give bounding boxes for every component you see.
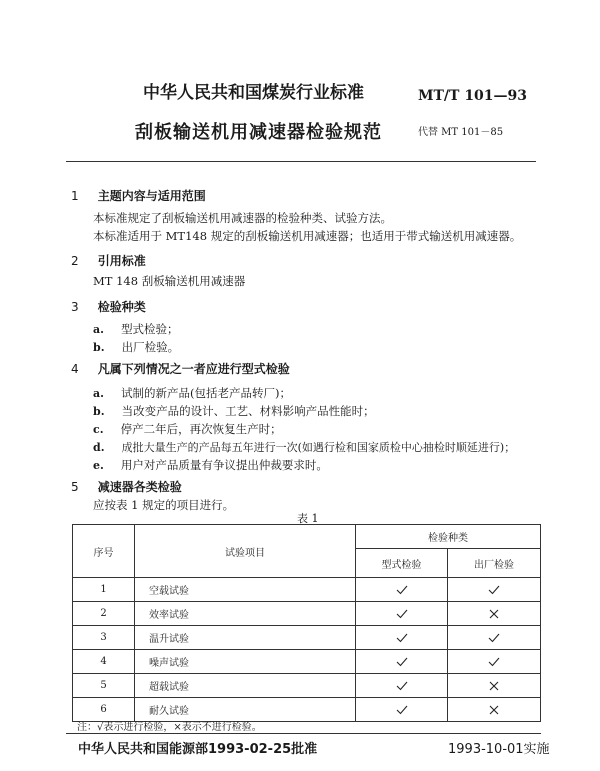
section-4-heading [71,358,290,377]
row-number: 6 [73,698,135,722]
test-item: 耐久试验 [135,698,356,722]
check-mark-icon [356,633,447,643]
section-4-item-d [93,436,515,455]
item-text: 成批大量生产的产品每五年进行一次(如遇行检和国家质检中心抽检时顺延进行)； [121,441,516,454]
section-number: 5 [71,480,79,494]
type-test-cell [356,674,448,698]
item-marker: a. [93,387,104,400]
standard-code: MT/T 101—93 [418,88,528,104]
section-4-item-e [93,454,328,473]
section-title: 引用标准 [97,254,146,268]
item-marker: d. [93,441,105,454]
type-test-cell [356,650,448,674]
section-1-line-1: 本标准规定了刮板输送机用减速器的检验种类、试验方法。 [93,211,392,225]
section-4-item-a [93,382,291,401]
section-2-heading [71,250,146,269]
section-1-heading [71,185,206,204]
table-row [73,650,541,674]
item-text: 试制的新产品(包括老产品转厂)； [121,386,292,400]
section-3-item-a [93,318,179,337]
section-number: 2 [71,254,79,268]
table-row [73,602,541,626]
cross-mark-icon [448,609,540,619]
header-divider [66,161,536,162]
issued-date: 中华人民共和国能源部1993-02-25批准 [78,742,318,757]
item-marker: a. [93,323,104,336]
footer-divider [66,733,541,734]
table-caption: 表 1 [297,512,319,525]
test-item: 噪声试验 [135,650,356,674]
section-title: 凡属下列情况之一者应进行型式检验 [97,362,290,376]
section-5-heading [71,476,182,495]
factory-test-cell [448,650,541,674]
section-1-line-2: 本标准适用于 MT148 规定的刮板输送机用减速器；也适用于带式输送机用减速器。 [93,229,522,243]
section-title: 检验种类 [97,300,146,314]
section-2-line-1: MT 148 刮板输送机用减速器 [93,274,246,288]
item-marker: c. [93,423,104,436]
check-mark-icon [356,609,447,619]
document-title: 刮板输送机用减速器检验规范 [135,122,382,143]
item-marker: b. [93,341,105,354]
factory-test-cell [448,578,541,602]
test-item: 效率试验 [135,602,356,626]
item-text: 型式检验； [121,322,179,336]
item-text: 用户对产品质量有争议提出仲裁要求时。 [120,458,328,472]
section-4-item-b [93,400,375,419]
type-test-cell [356,578,448,602]
check-mark-icon [448,633,540,643]
row-number: 3 [73,626,135,650]
test-item: 超载试验 [135,674,356,698]
row-number: 1 [73,578,135,602]
item-text: 出厂检验。 [121,340,180,354]
check-mark-icon [356,657,447,667]
section-number: 4 [71,362,79,376]
section-5-line-1: 应按表 1 规定的项目进行。 [93,498,235,512]
check-mark-icon [356,681,447,691]
header-group: 检验种类 [356,525,541,549]
factory-test-cell [448,698,541,722]
check-mark-icon [448,657,540,667]
item-marker: e. [93,459,104,472]
section-title: 减速器各类检验 [97,480,182,494]
row-number: 2 [73,602,135,626]
inspection-table [72,524,541,722]
section-number: 1 [71,189,79,203]
table-row [73,578,541,602]
header-factory-test: 出厂检验 [448,549,541,578]
header-type-test: 型式检验 [356,549,448,578]
table-row [73,674,541,698]
type-test-cell [356,698,448,722]
check-mark-icon [448,585,540,595]
factory-test-cell [448,626,541,650]
section-3-heading [71,296,146,315]
table-note: 注：√表示进行检验，×表示不进行检验。 [77,722,262,733]
section-title: 主题内容与适用范围 [97,189,206,203]
section-number: 3 [71,300,79,314]
table-body [73,578,541,722]
test-item: 温升试验 [135,626,356,650]
check-mark-icon [356,705,447,715]
section-4-item-c [93,418,282,437]
cross-mark-icon [448,681,540,691]
standard-title: 中华人民共和国煤炭行业标准 [143,83,364,103]
row-number: 5 [73,674,135,698]
header-no: 序号 [73,525,135,578]
cross-mark-icon [448,705,540,715]
factory-test-cell [448,602,541,626]
factory-test-cell [448,674,541,698]
type-test-cell [356,602,448,626]
check-mark-icon [356,585,447,595]
section-3-item-b [93,336,179,355]
type-test-cell [356,626,448,650]
header-item: 试验项目 [135,525,356,578]
test-item: 空载试验 [135,578,356,602]
effective-date: 1993-10-01实施 [448,742,550,757]
item-text: 当改变产品的设计、工艺、材料影响产品性能时； [121,404,375,418]
table-row [73,626,541,650]
replaces-note: 代替 MT 101－85 [418,127,504,138]
item-marker: b. [93,405,105,418]
item-text: 停产二年后，再次恢复生产时； [120,422,282,436]
row-number: 4 [73,650,135,674]
